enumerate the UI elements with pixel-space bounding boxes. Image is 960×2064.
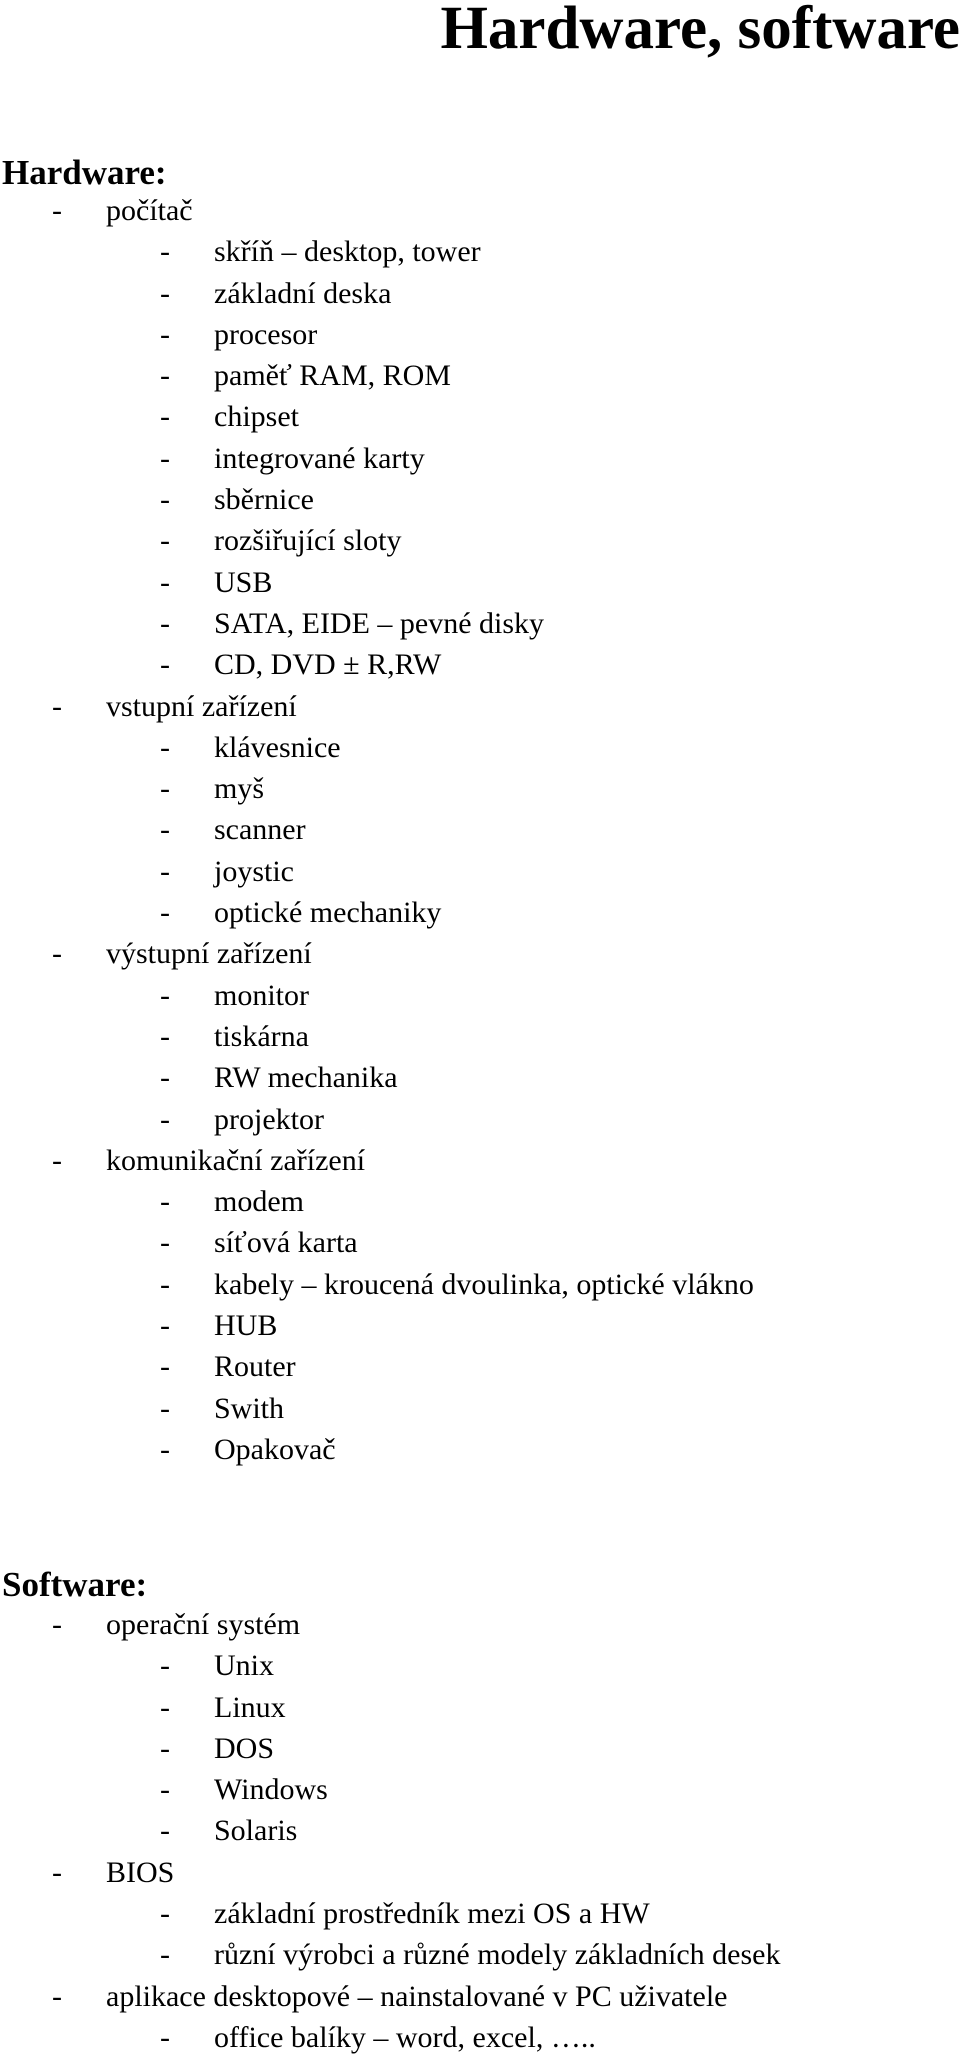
list-item-text: RW mechanika	[214, 1061, 398, 1095]
list-item-text: tiskárna	[214, 1019, 309, 1053]
bullet-dash: -	[160, 813, 170, 847]
list-item-text: různí výrobci a různé modely základních desek	[214, 1938, 781, 1972]
list-item-text: sběrnice	[214, 483, 314, 517]
list-item-text: USB	[214, 565, 273, 599]
list-item-text: Solaris	[214, 1814, 298, 1848]
bullet-dash: -	[160, 235, 170, 269]
list-item-text: projektor	[214, 1102, 324, 1136]
list-item-text: skříň – desktop, tower	[214, 235, 481, 269]
list-item-text: modem	[214, 1185, 304, 1219]
list-item-text: joystic	[214, 854, 294, 888]
list-item-text: integrované karty	[214, 441, 425, 475]
list-item-text: Windows	[214, 1773, 328, 1807]
bullet-dash: -	[160, 441, 170, 475]
list-item-text: BIOS	[106, 1855, 175, 1889]
list-item-text: Swith	[214, 1391, 285, 1425]
list-item-text: základní deska	[214, 276, 392, 310]
bullet-dash: -	[160, 1690, 170, 1724]
bullet-dash: -	[160, 978, 170, 1012]
bullet-dash: -	[160, 2020, 170, 2054]
bullet-dash: -	[160, 1226, 170, 1260]
list-item-text: chipset	[214, 400, 299, 434]
list-item-text: office balíky – word, excel, …..	[214, 2020, 596, 2054]
bullet-dash: -	[160, 1773, 170, 1807]
bullet-dash: -	[160, 1731, 170, 1765]
bullet-dash: -	[52, 1608, 62, 1641]
list-item-text: optické mechaniky	[214, 896, 442, 930]
list-item-text: CD, DVD ± R,RW	[214, 648, 442, 682]
bullet-dash: -	[52, 194, 62, 227]
bullet-dash: -	[160, 1432, 170, 1466]
bullet-dash: -	[160, 524, 170, 558]
list-item-text: počítač	[106, 194, 193, 227]
bullet-dash: -	[160, 1897, 170, 1931]
bullet-dash: -	[160, 730, 170, 764]
bullet-dash: -	[160, 1649, 170, 1683]
bullet-dash: -	[160, 1102, 170, 1136]
bullet-dash: -	[52, 937, 62, 971]
bullet-dash: -	[52, 1855, 62, 1889]
list-item-text: monitor	[214, 978, 309, 1012]
bullet-dash: -	[160, 1391, 170, 1425]
list-item-text: myš	[214, 772, 265, 806]
list-item-text: HUB	[214, 1309, 278, 1343]
section-heading-software: Software:	[2, 1565, 148, 1604]
bullet-dash: -	[160, 1350, 170, 1384]
bullet-dash: -	[52, 1979, 62, 2013]
page-title: Hardware, software	[440, 0, 960, 62]
bullet-dash: -	[160, 359, 170, 393]
list-item-text: vstupní zařízení	[106, 689, 297, 723]
list-item-text: rozšiřující sloty	[214, 524, 402, 558]
bullet-dash: -	[52, 1143, 62, 1177]
bullet-dash: -	[160, 400, 170, 434]
list-item-text: paměť RAM, ROM	[214, 359, 451, 393]
list-item-text: Opakovač	[214, 1432, 336, 1466]
bullet-dash: -	[160, 1185, 170, 1219]
bullet-dash: -	[160, 1061, 170, 1095]
list-item-text: aplikace desktopové – nainstalované v PC uživatele	[106, 1979, 728, 2013]
bullet-dash: -	[52, 689, 62, 723]
list-item-text: komunikační zařízení	[106, 1143, 366, 1177]
list-item-text: klávesnice	[214, 730, 341, 764]
list-item-text: DOS	[214, 1731, 275, 1765]
list-item-text: Linux	[214, 1690, 286, 1724]
section-heading-hardware: Hardware:	[2, 153, 167, 192]
bullet-dash: -	[160, 1309, 170, 1343]
list-item-text: výstupní zařízení	[106, 937, 312, 971]
bullet-dash: -	[160, 483, 170, 517]
bullet-dash: -	[160, 606, 170, 640]
bullet-dash: -	[160, 1814, 170, 1848]
list-item-text: kabely – kroucená dvoulinka, optické vlákno	[214, 1267, 754, 1301]
bullet-dash: -	[160, 565, 170, 599]
list-item-text: SATA, EIDE – pevné disky	[214, 606, 545, 640]
list-item-text: procesor	[214, 317, 318, 351]
list-item-text: základní prostředník mezi OS a HW	[214, 1897, 650, 1931]
bullet-dash: -	[160, 896, 170, 930]
bullet-dash: -	[160, 772, 170, 806]
list-item-text: Unix	[214, 1649, 274, 1683]
bullet-dash: -	[160, 1938, 170, 1972]
bullet-dash: -	[160, 854, 170, 888]
bullet-dash: -	[160, 276, 170, 310]
list-item-text: síťová karta	[214, 1226, 358, 1260]
list-item-text: operační systém	[106, 1608, 301, 1641]
bullet-dash: -	[160, 317, 170, 351]
bullet-dash: -	[160, 648, 170, 682]
list-item-text: scanner	[214, 813, 306, 847]
list-item-text: Router	[214, 1350, 296, 1384]
bullet-dash: -	[160, 1267, 170, 1301]
bullet-dash: -	[160, 1019, 170, 1053]
